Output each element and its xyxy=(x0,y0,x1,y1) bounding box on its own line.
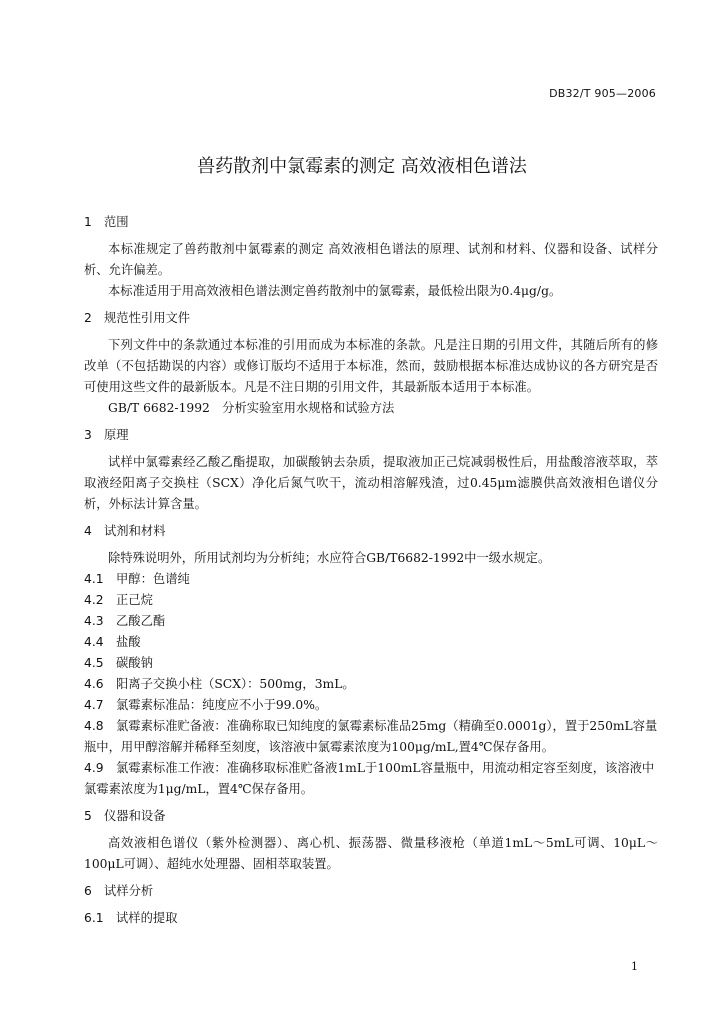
section-heading-4: 4 试剂和材料 xyxy=(84,524,166,538)
standard-code: DB32/T 905—2006 xyxy=(549,87,656,100)
subsection-heading-6-1: 6.1 试样的提取 xyxy=(84,911,178,925)
principle-paragraph: 试样中氯霉素经乙酸乙酯提取，加碳酸钠去杂质，提取液加正己烷减弱极性后，用盐酸溶液萃取，萃取液经阳离子交换柱（SCX）净化后氮气吹干，流动相溶解残渣，过0.45μm滤膜供高效液相色谱仪分析，外标法计算含量。 xyxy=(84,455,658,511)
reagent-item: 4.4 盐酸 xyxy=(84,635,141,649)
scope-paragraph-2: 本标准适用于用高效液相色谱法测定兽药散剂中的氯霉素，最低检出限为0.4μg/g。 xyxy=(108,284,562,298)
reagent-item: 4.1 甲醇：色谱纯 xyxy=(84,572,190,586)
reagent-item: 4.7 氯霉素标准品：纯度应不小于99.0%。 xyxy=(84,698,328,712)
reagent-item: 4.6 阳离子交换小柱（SCX）：500mg，3mL。 xyxy=(84,677,355,691)
references-paragraph: 下列文件中的条款通过本标准的引用而成为本标准的条款。凡是注日期的引用文件，其随后所有的修改单（不包括勘误的内容）或修订版均不适用于本标准，然而，鼓励根据本标准达成协议的各方研究是否可使用这些文件的最新版本。凡是不注日期的引用文件，其最新版本适用于本标准。 xyxy=(84,338,658,394)
reagents-paragraph: 除特殊说明外，所用试剂均为分析纯；水应符合GB/T6682-1992中一级水规定。 xyxy=(108,551,551,565)
apparatus-paragraph: 高效液相色谱仪（紫外检测器）、离心机、振荡器、微量移液枪（单道1mL～5mL可调、10μL～100μL可调）、超纯水处理器、固相萃取装置。 xyxy=(84,836,658,871)
reagent-item: 4.9 氯霉素标准工作液：准确移取标准贮备液1mL于100mL容量瓶中，用流动相定容至刻度，该溶液中氯霉素浓度为1μg/mL，置4℃保存备用。 xyxy=(84,761,655,796)
scope-paragraph-1: 本标准规定了兽药散剂中氯霉素的测定 高效液相色谱法的原理、试剂和材料、仪器和设备、试样分析、允许偏差。 xyxy=(84,242,658,277)
section-heading-1: 1 范围 xyxy=(84,215,129,229)
page-title: 兽药散剂中氯霉素的测定 高效液相色谱法 xyxy=(197,156,527,177)
section-heading-3: 3 原理 xyxy=(84,428,129,442)
reagent-item: 4.8 氯霉素标准贮备液：准确称取已知纯度的氯霉素标准品25mg（精确至0.0001g），置于250mL容量瓶中，用甲醇溶解并稀释至刻度，该溶液中氯霉素浓度为100μg/mL,置4℃保存备用。 xyxy=(84,719,658,754)
reagent-item: 4.5 碳酸钠 xyxy=(84,656,153,670)
reagent-item: 4.3 乙酸乙酯 xyxy=(84,614,166,628)
section-heading-5: 5 仪器和设备 xyxy=(84,809,166,823)
page-number: 1 xyxy=(631,960,638,973)
section-heading-6: 6 试样分析 xyxy=(84,884,154,898)
reagent-item: 4.2 正己烷 xyxy=(84,593,153,607)
section-heading-2: 2 规范性引用文件 xyxy=(84,311,191,325)
document-body xyxy=(84,212,658,929)
reference-item: GB/T 6682-1992 分析实验室用水规格和试验方法 xyxy=(108,401,395,415)
